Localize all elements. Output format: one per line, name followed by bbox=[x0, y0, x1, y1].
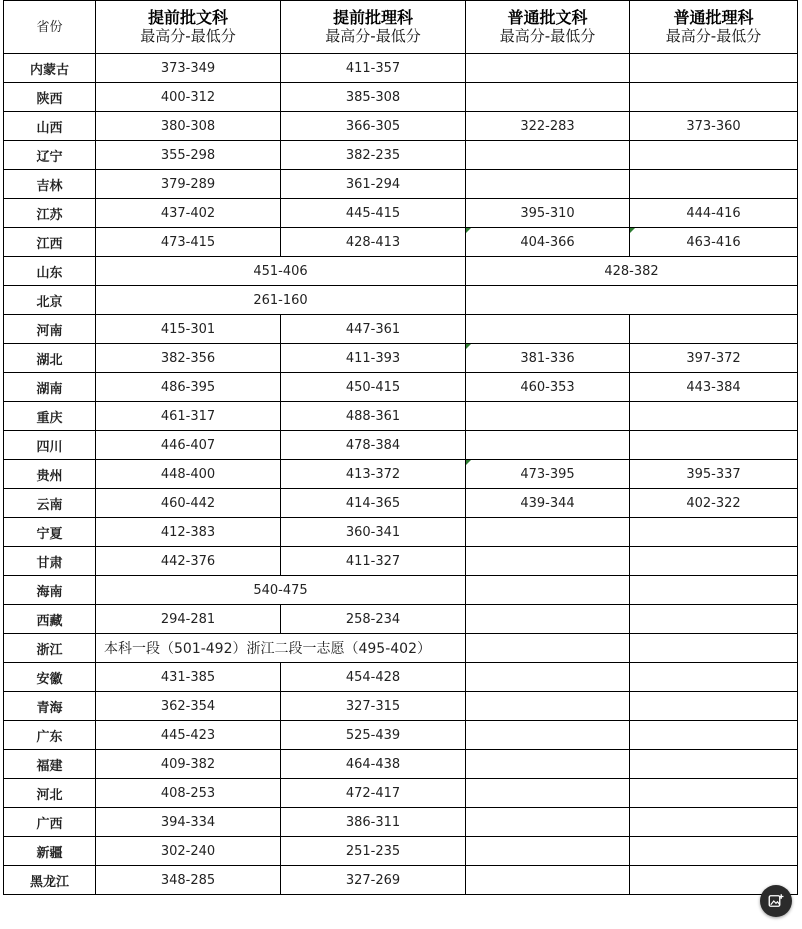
score-cell bbox=[630, 779, 798, 808]
header-col-3 bbox=[466, 1, 630, 54]
score-cell: 348-285 bbox=[96, 866, 281, 895]
merged-score-cell: 261-160 bbox=[96, 286, 466, 315]
province-cell: 山西 bbox=[4, 112, 96, 141]
header-col-1-title: 提前批文科 bbox=[147, 8, 228, 27]
score-cell: 294-281 bbox=[96, 605, 281, 634]
header-col-4-title: 普通批理科 bbox=[673, 8, 754, 27]
score-cell bbox=[466, 779, 630, 808]
score-cell: 525-439 bbox=[281, 721, 466, 750]
score-cell bbox=[466, 692, 630, 721]
score-cell: 413-372 bbox=[281, 460, 466, 489]
table-row bbox=[4, 315, 798, 344]
header-col-4 bbox=[630, 1, 798, 54]
table-row bbox=[4, 141, 798, 170]
province-cell: 云南 bbox=[4, 489, 96, 518]
table-row bbox=[4, 286, 798, 315]
score-cell: 395-310 bbox=[466, 199, 630, 228]
table-row bbox=[4, 808, 798, 837]
score-cell bbox=[630, 431, 798, 460]
score-cell: 446-407 bbox=[96, 431, 281, 460]
score-cell: 414-365 bbox=[281, 489, 466, 518]
header-col-4-sub: 最高分-最低分 bbox=[665, 27, 762, 45]
table-row bbox=[4, 83, 798, 112]
score-cell: 445-415 bbox=[281, 199, 466, 228]
merged-score-cell: 540-475 bbox=[96, 576, 466, 605]
province-cell: 西藏 bbox=[4, 605, 96, 634]
score-cell: 400-312 bbox=[96, 83, 281, 112]
score-cell: 258-234 bbox=[281, 605, 466, 634]
merged-score-cell: 428-382 bbox=[466, 257, 798, 286]
score-cell: 442-376 bbox=[96, 547, 281, 576]
score-cell bbox=[466, 402, 630, 431]
province-cell: 陕西 bbox=[4, 83, 96, 112]
score-cell: 411-327 bbox=[281, 547, 466, 576]
header-col-1 bbox=[96, 1, 281, 54]
score-cell: 382-356 bbox=[96, 344, 281, 373]
score-cell bbox=[466, 721, 630, 750]
score-cell: 443-384 bbox=[630, 373, 798, 402]
province-cell: 四川 bbox=[4, 431, 96, 460]
score-cell: 327-269 bbox=[281, 866, 466, 895]
province-cell: 内蒙古 bbox=[4, 54, 96, 83]
score-cell bbox=[630, 54, 798, 83]
table-row bbox=[4, 750, 798, 779]
score-cell: 397-372 bbox=[630, 344, 798, 373]
score-cell: 373-349 bbox=[96, 54, 281, 83]
table-row bbox=[4, 692, 798, 721]
province-cell: 福建 bbox=[4, 750, 96, 779]
table-row bbox=[4, 460, 798, 489]
score-cell bbox=[630, 721, 798, 750]
score-cell: 437-402 bbox=[96, 199, 281, 228]
score-cell bbox=[466, 315, 630, 344]
score-cell: 454-428 bbox=[281, 663, 466, 692]
score-cell: 448-400 bbox=[96, 460, 281, 489]
score-cell bbox=[630, 141, 798, 170]
score-cell bbox=[630, 547, 798, 576]
score-cell bbox=[466, 634, 630, 663]
province-cell: 辽宁 bbox=[4, 141, 96, 170]
province-cell: 浙江 bbox=[4, 634, 96, 663]
score-cell: 381-336 bbox=[466, 344, 630, 373]
score-cell bbox=[466, 141, 630, 170]
score-cell bbox=[466, 54, 630, 83]
score-cell: 486-395 bbox=[96, 373, 281, 402]
score-cell bbox=[466, 663, 630, 692]
score-cell: 464-438 bbox=[281, 750, 466, 779]
score-cell: 473-395 bbox=[466, 460, 630, 489]
province-cell: 安徽 bbox=[4, 663, 96, 692]
table-row bbox=[4, 518, 798, 547]
score-cell bbox=[630, 576, 798, 605]
score-cell: 395-337 bbox=[630, 460, 798, 489]
score-cell: 402-322 bbox=[630, 489, 798, 518]
score-cell bbox=[466, 866, 630, 895]
header-col-2-sub: 最高分-最低分 bbox=[325, 27, 421, 45]
score-cell: 450-415 bbox=[281, 373, 466, 402]
score-cell: 428-413 bbox=[281, 228, 466, 257]
score-cell: 322-283 bbox=[466, 112, 630, 141]
score-cell: 251-235 bbox=[281, 837, 466, 866]
score-cell: 472-417 bbox=[281, 779, 466, 808]
score-cell: 447-361 bbox=[281, 315, 466, 344]
merged-score-cell bbox=[466, 286, 798, 315]
table-row bbox=[4, 779, 798, 808]
merged-score-cell: 451-406 bbox=[96, 257, 466, 286]
score-cell bbox=[630, 605, 798, 634]
score-cell: 411-357 bbox=[281, 54, 466, 83]
score-cell bbox=[466, 576, 630, 605]
table-row bbox=[4, 402, 798, 431]
table-row bbox=[4, 576, 798, 605]
province-cell: 湖南 bbox=[4, 373, 96, 402]
table-row bbox=[4, 112, 798, 141]
score-cell: 379-289 bbox=[96, 170, 281, 199]
table-row bbox=[4, 199, 798, 228]
score-cell: 460-353 bbox=[466, 373, 630, 402]
province-cell: 北京 bbox=[4, 286, 96, 315]
score-cell: 409-382 bbox=[96, 750, 281, 779]
province-cell: 重庆 bbox=[4, 402, 96, 431]
score-cell: 431-385 bbox=[96, 663, 281, 692]
score-cell: 366-305 bbox=[281, 112, 466, 141]
score-cell: 382-235 bbox=[281, 141, 466, 170]
score-cell: 327-315 bbox=[281, 692, 466, 721]
score-cell bbox=[630, 692, 798, 721]
table-row bbox=[4, 170, 798, 199]
province-cell: 江西 bbox=[4, 228, 96, 257]
header-col-2 bbox=[281, 1, 466, 54]
header-col-2-title: 提前批理科 bbox=[332, 8, 413, 27]
score-cell: 445-423 bbox=[96, 721, 281, 750]
score-cell: 473-415 bbox=[96, 228, 281, 257]
table-row bbox=[4, 837, 798, 866]
score-cell: 415-301 bbox=[96, 315, 281, 344]
table-row bbox=[4, 663, 798, 692]
table-row bbox=[4, 228, 798, 257]
score-cell bbox=[466, 605, 630, 634]
table-row bbox=[4, 431, 798, 460]
image-edit-button[interactable] bbox=[760, 885, 792, 917]
score-cell: 478-384 bbox=[281, 431, 466, 460]
score-cell bbox=[466, 547, 630, 576]
score-cell bbox=[630, 837, 798, 866]
score-cell: 411-393 bbox=[281, 344, 466, 373]
score-cell bbox=[466, 808, 630, 837]
province-cell: 广东 bbox=[4, 721, 96, 750]
score-cell bbox=[630, 402, 798, 431]
table-row bbox=[4, 54, 798, 83]
score-cell: 360-341 bbox=[281, 518, 466, 547]
score-table bbox=[3, 0, 798, 895]
province-cell: 广西 bbox=[4, 808, 96, 837]
table-row bbox=[4, 547, 798, 576]
province-cell: 新疆 bbox=[4, 837, 96, 866]
header-col-1-sub: 最高分-最低分 bbox=[140, 27, 236, 45]
score-cell: 463-416 bbox=[630, 228, 798, 257]
image-edit-icon bbox=[767, 892, 785, 910]
score-cell bbox=[630, 634, 798, 663]
province-cell: 黑龙江 bbox=[4, 866, 96, 895]
score-cell: 408-253 bbox=[96, 779, 281, 808]
score-cell bbox=[466, 431, 630, 460]
table-row bbox=[4, 344, 798, 373]
score-cell bbox=[630, 750, 798, 779]
province-cell: 山东 bbox=[4, 257, 96, 286]
score-cell: 439-344 bbox=[466, 489, 630, 518]
province-cell: 湖北 bbox=[4, 344, 96, 373]
score-cell: 373-360 bbox=[630, 112, 798, 141]
province-cell: 河北 bbox=[4, 779, 96, 808]
table-row bbox=[4, 257, 798, 286]
province-cell: 贵州 bbox=[4, 460, 96, 489]
score-cell: 394-334 bbox=[96, 808, 281, 837]
table-row bbox=[4, 721, 798, 750]
score-cell: 412-383 bbox=[96, 518, 281, 547]
score-cell bbox=[630, 518, 798, 547]
score-cell: 404-366 bbox=[466, 228, 630, 257]
header-col-3-sub: 最高分-最低分 bbox=[499, 27, 596, 45]
score-cell bbox=[630, 315, 798, 344]
score-cell: 355-298 bbox=[96, 141, 281, 170]
score-cell bbox=[630, 170, 798, 199]
table-row bbox=[4, 634, 798, 663]
province-cell: 吉林 bbox=[4, 170, 96, 199]
table-row bbox=[4, 866, 798, 895]
header-col-3-title: 普通批文科 bbox=[507, 8, 588, 27]
score-cell bbox=[466, 750, 630, 779]
header-province: 省份 bbox=[4, 1, 96, 54]
score-cell: 361-294 bbox=[281, 170, 466, 199]
score-cell: 380-308 bbox=[96, 112, 281, 141]
province-cell: 甘肃 bbox=[4, 547, 96, 576]
score-cell bbox=[630, 663, 798, 692]
score-cell bbox=[630, 808, 798, 837]
province-cell: 海南 bbox=[4, 576, 96, 605]
province-cell: 宁夏 bbox=[4, 518, 96, 547]
score-cell bbox=[466, 837, 630, 866]
score-cell: 302-240 bbox=[96, 837, 281, 866]
table-row bbox=[4, 373, 798, 402]
score-cell bbox=[466, 518, 630, 547]
score-cell: 362-354 bbox=[96, 692, 281, 721]
table-row bbox=[4, 489, 798, 518]
province-cell: 青海 bbox=[4, 692, 96, 721]
table-row bbox=[4, 605, 798, 634]
province-cell: 河南 bbox=[4, 315, 96, 344]
score-cell: 488-361 bbox=[281, 402, 466, 431]
header-row bbox=[4, 1, 798, 54]
score-cell bbox=[630, 83, 798, 112]
score-cell: 461-317 bbox=[96, 402, 281, 431]
score-cell: 460-442 bbox=[96, 489, 281, 518]
merged-score-cell: 本科一段（501-492）浙江二段一志愿（495-402） bbox=[96, 634, 466, 663]
score-cell: 386-311 bbox=[281, 808, 466, 837]
score-cell bbox=[466, 170, 630, 199]
province-cell: 江苏 bbox=[4, 199, 96, 228]
score-cell: 444-416 bbox=[630, 199, 798, 228]
score-cell bbox=[466, 83, 630, 112]
score-cell: 385-308 bbox=[281, 83, 466, 112]
